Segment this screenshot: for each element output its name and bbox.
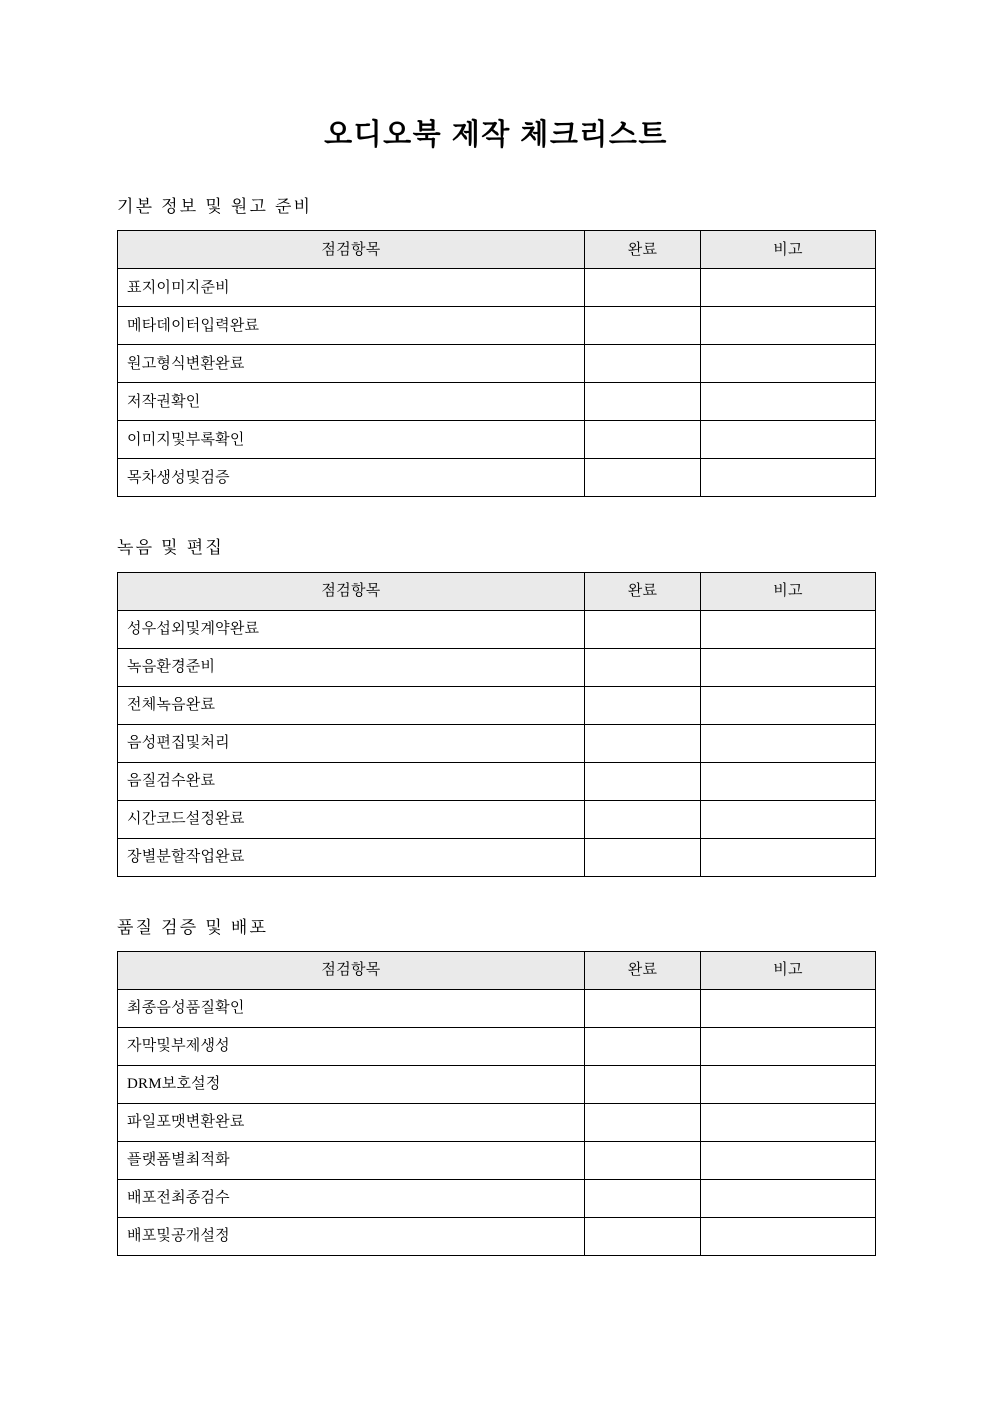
checklist-item-label: 녹음환경준비 bbox=[118, 648, 585, 686]
checklist-done-cell[interactable] bbox=[585, 307, 701, 345]
table-row bbox=[118, 610, 876, 648]
checklist-remark-cell[interactable] bbox=[701, 383, 876, 421]
checklist-done-cell[interactable] bbox=[585, 269, 701, 307]
table-row bbox=[118, 648, 876, 686]
document-body bbox=[117, 196, 875, 1256]
checklist-remark-cell[interactable] bbox=[701, 421, 876, 459]
table-header-row bbox=[118, 572, 876, 610]
checklist-remark-cell[interactable] bbox=[701, 459, 876, 497]
column-header-remark: 비고 bbox=[701, 951, 876, 989]
table-header-row bbox=[118, 951, 876, 989]
checklist-done-cell[interactable] bbox=[585, 762, 701, 800]
checklist-remark-cell[interactable] bbox=[701, 307, 876, 345]
table-header-row bbox=[118, 231, 876, 269]
table-row bbox=[118, 1141, 876, 1179]
checklist-done-cell[interactable] bbox=[585, 1103, 701, 1141]
checklist-item-label: 음성편집및처리 bbox=[118, 724, 585, 762]
table-row bbox=[118, 762, 876, 800]
checklist-item-label: 목차생성및검증 bbox=[118, 459, 585, 497]
column-header-item: 점검항목 bbox=[118, 572, 585, 610]
checklist-item-label: DRM보호설정 bbox=[118, 1065, 585, 1103]
checklist-done-cell[interactable] bbox=[585, 686, 701, 724]
table-row bbox=[118, 1217, 876, 1255]
checklist-remark-cell[interactable] bbox=[701, 686, 876, 724]
page-title: 오디오북 제작 체크리스트 bbox=[324, 119, 668, 151]
checklist-item-label: 시간코드설정완료 bbox=[118, 800, 585, 838]
checklist-item-label: 메타데이터입력완료 bbox=[118, 307, 585, 345]
checklist-done-cell[interactable] bbox=[585, 610, 701, 648]
checklist-item-label: 플랫폼별최적화 bbox=[118, 1141, 585, 1179]
column-header-remark: 비고 bbox=[701, 572, 876, 610]
table-row bbox=[118, 421, 876, 459]
checklist-done-cell[interactable] bbox=[585, 1141, 701, 1179]
table-row bbox=[118, 459, 876, 497]
checklist-remark-cell[interactable] bbox=[701, 838, 876, 876]
checklist-section bbox=[117, 196, 875, 497]
checklist-section bbox=[117, 917, 875, 1256]
column-header-done: 완료 bbox=[585, 231, 701, 269]
checklist-remark-cell[interactable] bbox=[701, 610, 876, 648]
table-row bbox=[118, 345, 876, 383]
table-row bbox=[118, 989, 876, 1027]
checklist-done-cell[interactable] bbox=[585, 383, 701, 421]
checklist-item-label: 이미지및부록확인 bbox=[118, 421, 585, 459]
checklist-item-label: 최종음성품질확인 bbox=[118, 989, 585, 1027]
checklist-remark-cell[interactable] bbox=[701, 724, 876, 762]
checklist-done-cell[interactable] bbox=[585, 989, 701, 1027]
checklist-remark-cell[interactable] bbox=[701, 762, 876, 800]
column-header-item: 점검항목 bbox=[118, 951, 585, 989]
checklist-remark-cell[interactable] bbox=[701, 1103, 876, 1141]
checklist-done-cell[interactable] bbox=[585, 459, 701, 497]
column-header-remark: 비고 bbox=[701, 231, 876, 269]
checklist-done-cell[interactable] bbox=[585, 421, 701, 459]
checklist-remark-cell[interactable] bbox=[701, 1065, 876, 1103]
column-header-done: 완료 bbox=[585, 951, 701, 989]
checklist-done-cell[interactable] bbox=[585, 345, 701, 383]
checklist-item-label: 배포전최종검수 bbox=[118, 1179, 585, 1217]
checklist-remark-cell[interactable] bbox=[701, 1027, 876, 1065]
checklist-remark-cell[interactable] bbox=[701, 989, 876, 1027]
table-row bbox=[118, 269, 876, 307]
table-row bbox=[118, 1065, 876, 1103]
checklist-item-label: 자막및부제생성 bbox=[118, 1027, 585, 1065]
checklist-table bbox=[117, 951, 876, 1256]
section-heading: 기본 정보 및 원고 준비 bbox=[117, 197, 313, 216]
checklist-done-cell[interactable] bbox=[585, 724, 701, 762]
checklist-item-label: 음질검수완료 bbox=[118, 762, 585, 800]
checklist-done-cell[interactable] bbox=[585, 648, 701, 686]
checklist-item-label: 원고형식변환완료 bbox=[118, 345, 585, 383]
table-row bbox=[118, 383, 876, 421]
checklist-done-cell[interactable] bbox=[585, 1179, 701, 1217]
table-row bbox=[118, 1179, 876, 1217]
table-row bbox=[118, 307, 876, 345]
checklist-remark-cell[interactable] bbox=[701, 1179, 876, 1217]
checklist-remark-cell[interactable] bbox=[701, 269, 876, 307]
table-row bbox=[118, 686, 876, 724]
checklist-item-label: 파일포맷변환완료 bbox=[118, 1103, 585, 1141]
checklist-done-cell[interactable] bbox=[585, 1027, 701, 1065]
checklist-item-label: 표지이미지준비 bbox=[118, 269, 585, 307]
checklist-done-cell[interactable] bbox=[585, 838, 701, 876]
section-heading: 녹음 및 편집 bbox=[117, 538, 224, 558]
checklist-done-cell[interactable] bbox=[585, 1065, 701, 1103]
checklist-remark-cell[interactable] bbox=[701, 1141, 876, 1179]
section-heading: 품질 검증 및 배포 bbox=[117, 917, 269, 937]
column-header-done: 완료 bbox=[585, 572, 701, 610]
checklist-remark-cell[interactable] bbox=[701, 345, 876, 383]
checklist-item-label: 전체녹음완료 bbox=[118, 686, 585, 724]
checklist-item-label: 저작권확인 bbox=[118, 383, 585, 421]
checklist-item-label: 배포및공개설정 bbox=[118, 1217, 585, 1255]
checklist-remark-cell[interactable] bbox=[701, 1217, 876, 1255]
checklist-section bbox=[117, 537, 875, 876]
checklist-table bbox=[117, 230, 876, 497]
table-row bbox=[118, 1027, 876, 1065]
checklist-remark-cell[interactable] bbox=[701, 648, 876, 686]
checklist-item-label: 성우섭외및계약완료 bbox=[118, 610, 585, 648]
table-row bbox=[118, 800, 876, 838]
checklist-table bbox=[117, 572, 876, 877]
checklist-done-cell[interactable] bbox=[585, 800, 701, 838]
checklist-remark-cell[interactable] bbox=[701, 800, 876, 838]
table-row bbox=[118, 838, 876, 876]
checklist-item-label: 장별분할작업완료 bbox=[118, 838, 585, 876]
table-row bbox=[118, 1103, 876, 1141]
table-row bbox=[118, 724, 876, 762]
checklist-done-cell[interactable] bbox=[585, 1217, 701, 1255]
column-header-item: 점검항목 bbox=[118, 231, 585, 269]
